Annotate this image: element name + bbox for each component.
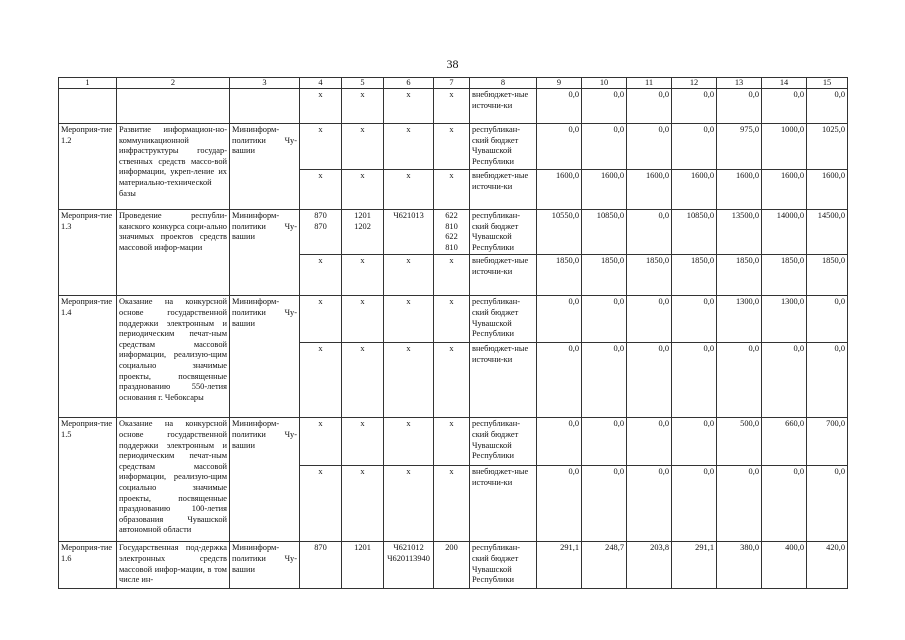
target-article-cell: х	[384, 89, 434, 124]
amount-cell: 0,0	[717, 89, 762, 124]
grbs-code-cell: х	[300, 343, 342, 418]
target-article-cell: х	[384, 170, 434, 210]
event-name-cell: Проведение республи-канского конкурса соци-ально значимых проектов средств массовой инфор-мации	[117, 210, 230, 296]
expense-type-cell: х	[434, 418, 470, 466]
table-row	[59, 542, 848, 589]
amount-cell: 14000,0	[762, 210, 807, 255]
section-code-cell: х	[342, 170, 384, 210]
amount-cell: 660,0	[762, 418, 807, 466]
amount-cell: 1850,0	[582, 255, 627, 296]
header-cell: 8	[470, 78, 537, 89]
executor-cell: Мининформ-политики Чу-вашии	[230, 296, 300, 418]
amount-cell: 1600,0	[627, 170, 672, 210]
target-article-cell: х	[384, 466, 434, 542]
table-row	[59, 210, 848, 255]
amount-cell: 0,0	[627, 296, 672, 343]
amount-cell: 0,0	[582, 343, 627, 418]
amount-cell: 0,0	[717, 343, 762, 418]
amount-cell: 1600,0	[807, 170, 848, 210]
amount-cell: 0,0	[627, 418, 672, 466]
executor-cell: Мининформ-политики Чу-вашии	[230, 418, 300, 542]
amount-cell: 0,0	[762, 466, 807, 542]
grbs-code-cell: х	[300, 124, 342, 170]
amount-cell: 0,0	[627, 210, 672, 255]
header-cell: 1	[59, 78, 117, 89]
header-cell: 15	[807, 78, 848, 89]
grbs-code-cell: 870 870	[300, 210, 342, 255]
section-code-cell: 1201	[342, 542, 384, 589]
amount-cell: 0,0	[672, 296, 717, 343]
amount-cell: 0,0	[807, 89, 848, 124]
amount-cell: 1025,0	[807, 124, 848, 170]
amount-cell: 291,1	[672, 542, 717, 589]
grbs-code-cell: 870	[300, 542, 342, 589]
event-name-cell: Государственная под-держка электронных средств массовой инфор-мации, в том числе ин-	[117, 542, 230, 589]
amount-cell: 0,0	[672, 89, 717, 124]
expense-type-cell: х	[434, 343, 470, 418]
table-row	[59, 89, 848, 124]
expense-type-cell: х	[434, 296, 470, 343]
grbs-code-cell: х	[300, 296, 342, 343]
expense-type-cell: 622 810 622 810	[434, 210, 470, 255]
header-cell: 11	[627, 78, 672, 89]
event-name-cell	[117, 89, 230, 124]
event-code-cell: Мероприя-тие 1.3	[59, 210, 117, 296]
header-cell: 9	[537, 78, 582, 89]
expense-type-cell: х	[434, 124, 470, 170]
table-row	[59, 124, 848, 170]
amount-cell: 0,0	[672, 466, 717, 542]
event-code-cell: Мероприя-тие 1.2	[59, 124, 117, 210]
section-code-cell: х	[342, 255, 384, 296]
amount-cell: 10550,0	[537, 210, 582, 255]
amount-cell: 0,0	[627, 343, 672, 418]
target-article-cell: х	[384, 124, 434, 170]
page-number: 38	[446, 57, 459, 71]
amount-cell: 975,0	[717, 124, 762, 170]
section-code-cell: 1201 1202	[342, 210, 384, 255]
amount-cell: 1850,0	[717, 255, 762, 296]
funding-source-cell: внебюджет-ные источни-ки	[470, 170, 537, 210]
amount-cell: 0,0	[582, 89, 627, 124]
amount-cell: 291,1	[537, 542, 582, 589]
amount-cell: 1600,0	[717, 170, 762, 210]
event-code-cell	[59, 89, 117, 124]
amount-cell: 0,0	[807, 296, 848, 343]
event-name-cell: Оказание на конкурсной основе государственной поддержки электронным и периодическим печат-ным средствам массовой информации, реализую-щим социально значимые проекты, посвященные празднованию 550-летия основания г. Чебоксары	[117, 296, 230, 418]
grbs-code-cell: х	[300, 89, 342, 124]
section-code-cell: х	[342, 466, 384, 542]
funding-source-cell: республикан-ский бюджет Чувашской Республики	[470, 124, 537, 170]
amount-cell: 0,0	[537, 296, 582, 343]
funding-source-cell: внебюджет-ные источни-ки	[470, 255, 537, 296]
expense-type-cell: х	[434, 255, 470, 296]
target-article-cell: Ч621012 Ч620113940	[384, 542, 434, 589]
amount-cell: 1600,0	[537, 170, 582, 210]
amount-cell: 0,0	[582, 466, 627, 542]
executor-cell: Мининформ-политики Чу-вашии	[230, 542, 300, 589]
amount-cell: 1850,0	[537, 255, 582, 296]
amount-cell: 0,0	[762, 89, 807, 124]
header-cell: 7	[434, 78, 470, 89]
amount-cell: 1600,0	[582, 170, 627, 210]
amount-cell: 0,0	[807, 466, 848, 542]
amount-cell: 0,0	[537, 466, 582, 542]
header-cell: 2	[117, 78, 230, 89]
section-code-cell: х	[342, 418, 384, 466]
funding-source-cell: внебюджет-ные источни-ки	[470, 89, 537, 124]
amount-cell: 0,0	[627, 89, 672, 124]
amount-cell: 248,7	[582, 542, 627, 589]
amount-cell: 203,8	[627, 542, 672, 589]
amount-cell: 0,0	[672, 343, 717, 418]
amount-cell: 10850,0	[582, 210, 627, 255]
event-name-cell: Оказание на конкурсной основе государственной поддержки электронным и периодическим печат-ным средствам массовой информации, реализую-щим социально значимые проекты, посвященные празднованию 100-летия образования Чувашской автономной области	[117, 418, 230, 542]
target-article-cell: х	[384, 418, 434, 466]
section-code-cell: х	[342, 89, 384, 124]
amount-cell: 1300,0	[762, 296, 807, 343]
amount-cell: 10850,0	[672, 210, 717, 255]
expense-type-cell: х	[434, 170, 470, 210]
event-name-cell: Развитие информацион-но-коммуникационной инфраструктуры государ-ственных средств массо-вой информации, укреп-ление их материально-технической базы	[117, 124, 230, 210]
amount-cell: 0,0	[582, 296, 627, 343]
amount-cell: 0,0	[672, 124, 717, 170]
amount-cell: 0,0	[537, 343, 582, 418]
event-code-cell: Мероприя-тие 1.6	[59, 542, 117, 589]
target-article-cell: х	[384, 255, 434, 296]
section-code-cell: х	[342, 124, 384, 170]
expense-type-cell: х	[434, 89, 470, 124]
funding-source-cell: внебюджет-ные источни-ки	[470, 466, 537, 542]
amount-cell: 1600,0	[762, 170, 807, 210]
executor-cell: Мининформ-политики Чу-вашии	[230, 210, 300, 296]
target-article-cell: х	[384, 296, 434, 343]
amount-cell: 1000,0	[762, 124, 807, 170]
amount-cell: 14500,0	[807, 210, 848, 255]
header-cell: 3	[230, 78, 300, 89]
header-cell: 10	[582, 78, 627, 89]
section-code-cell: х	[342, 296, 384, 343]
table-row	[59, 296, 848, 343]
amount-cell: 1600,0	[672, 170, 717, 210]
expense-type-cell: х	[434, 466, 470, 542]
amount-cell: 0,0	[537, 124, 582, 170]
funding-source-cell: республикан-ский бюджет Чувашской Республики	[470, 418, 537, 466]
event-code-cell: Мероприя-тие 1.4	[59, 296, 117, 418]
amount-cell: 1850,0	[762, 255, 807, 296]
target-article-cell: х	[384, 343, 434, 418]
grbs-code-cell: х	[300, 466, 342, 542]
expense-type-cell: 200	[434, 542, 470, 589]
funding-source-cell: республикан-ский бюджет Чувашской Республики	[470, 210, 537, 255]
header-cell: 14	[762, 78, 807, 89]
event-code-cell: Мероприя-тие 1.5	[59, 418, 117, 542]
amount-cell: 0,0	[582, 124, 627, 170]
grbs-code-cell: х	[300, 170, 342, 210]
grbs-code-cell: х	[300, 418, 342, 466]
header-cell: 13	[717, 78, 762, 89]
header-cell: 12	[672, 78, 717, 89]
amount-cell: 1300,0	[717, 296, 762, 343]
amount-cell: 13500,0	[717, 210, 762, 255]
header-cell: 5	[342, 78, 384, 89]
funding-source-cell: внебюджет-ные источни-ки	[470, 343, 537, 418]
amount-cell: 0,0	[537, 89, 582, 124]
section-code-cell: х	[342, 343, 384, 418]
amount-cell: 1850,0	[807, 255, 848, 296]
amount-cell: 0,0	[582, 418, 627, 466]
budget-table	[58, 77, 848, 589]
amount-cell: 0,0	[537, 418, 582, 466]
amount-cell: 0,0	[672, 418, 717, 466]
amount-cell: 0,0	[627, 124, 672, 170]
amount-cell: 700,0	[807, 418, 848, 466]
target-article-cell: Ч621013	[384, 210, 434, 255]
table-row	[59, 418, 848, 466]
amount-cell: 0,0	[627, 466, 672, 542]
amount-cell: 0,0	[717, 466, 762, 542]
header-cell: 4	[300, 78, 342, 89]
funding-source-cell: республикан-ский бюджет Чувашской Республики	[470, 542, 537, 589]
executor-cell	[230, 89, 300, 124]
amount-cell: 500,0	[717, 418, 762, 466]
header-row	[59, 78, 848, 89]
amount-cell: 1850,0	[672, 255, 717, 296]
header-cell: 6	[384, 78, 434, 89]
amount-cell: 380,0	[717, 542, 762, 589]
amount-cell: 1850,0	[627, 255, 672, 296]
amount-cell: 400,0	[762, 542, 807, 589]
amount-cell: 0,0	[762, 343, 807, 418]
funding-source-cell: республикан-ский бюджет Чувашской Республики	[470, 296, 537, 343]
executor-cell: Мининформ-политики Чу-вашии	[230, 124, 300, 210]
grbs-code-cell: х	[300, 255, 342, 296]
amount-cell: 0,0	[807, 343, 848, 418]
amount-cell: 420,0	[807, 542, 848, 589]
